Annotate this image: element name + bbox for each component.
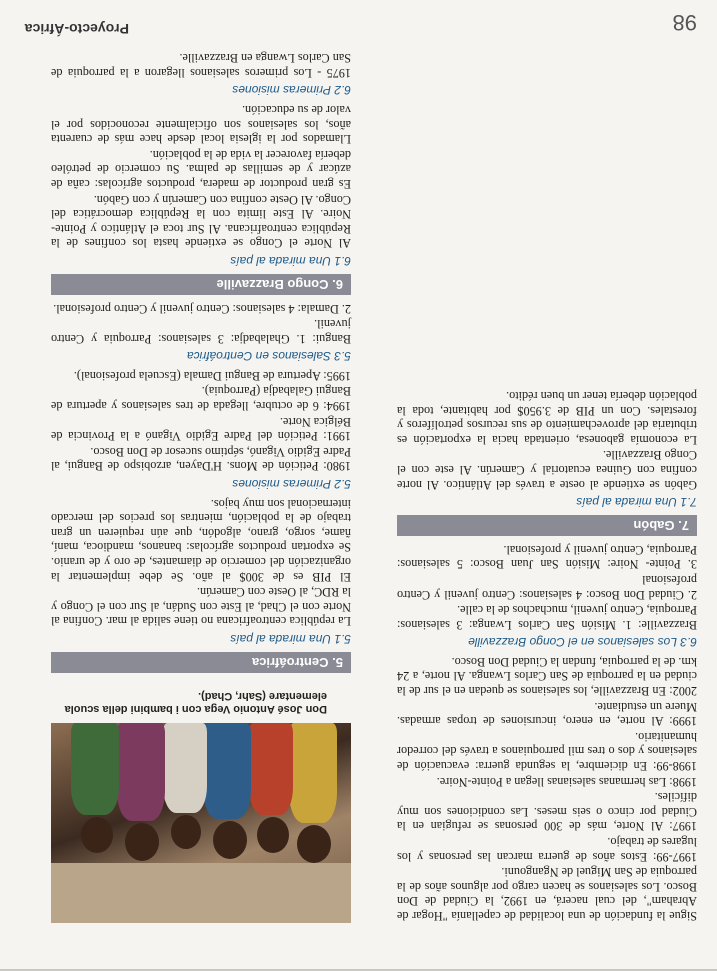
- paragraph: 3. Pointe- Noire: Misión San Juan Bosco: 5 salesianos: Parroquia, Centro juvenil y profesional.: [397, 542, 697, 572]
- subsection-heading: 5.1 Una mirada al país: [230, 632, 351, 646]
- photo-figure: [71, 723, 119, 815]
- photo-figure: [257, 817, 289, 853]
- subsection-heading: 6.1 Una mirada al país: [230, 253, 351, 268]
- photo-caption: Don José Antonio Vega con i bambini della scuola elementare (Sahr, Chad).: [64, 690, 327, 715]
- paragraph: Gabón se extiende al oeste a través del Atlántico. Al norte confina con Guinea ecuatorial y Camerún. Al este con el Congo Brazzaville.: [397, 448, 697, 492]
- photo-figure: [289, 723, 337, 823]
- column-left: [397, 387, 697, 923]
- photo-figure: [125, 823, 159, 861]
- photo-figure: [163, 723, 207, 813]
- paragraph: 1998-99: En diciembre, la segunda guerra: evacuación de salesianos y dos o tres mil parroquianos a través del corredor humanitario.: [397, 729, 697, 774]
- photo-figure: [213, 821, 247, 859]
- paragraph: 1997: Al Norte, más de 300 personas se refugian en la Ciudad por cinco o seis meses. Las condiciones son muy difíciles.: [397, 790, 697, 834]
- paragraph: 1975 - Los primeros salesianos llegaron a la parroquia de San Carlos Lwanga en Brazzaville.: [51, 51, 351, 80]
- paragraph: Brazzaville: 1. Misión San Carlos Lwanga: 3 salesianos: Parroquia, Centro juvenil, muchachos de la calle.: [397, 603, 697, 632]
- section-heading: 5. Centroáfrica: [51, 652, 351, 673]
- photo-figure: [81, 817, 113, 853]
- section-heading: 6. Congo Brazzaville: [51, 274, 351, 295]
- photo-figure: [249, 723, 293, 815]
- running-header: Proyecto-África: [24, 21, 129, 37]
- paragraph: Bangui: 1. Ghalabadja: 3 salesianos: Parroquia y Centro juvenil.: [51, 317, 351, 346]
- column-right: [51, 50, 351, 679]
- paragraph: 1995: Apertura de Bangui Damala (Escuela profesional).: [73, 368, 351, 383]
- photo-figure: [297, 825, 331, 863]
- paragraph: 1994: 6 de octubre, llegada de tres salesianos y apertura de Bangui Galabadja (Parroquia).: [51, 384, 351, 414]
- subsection-heading: 6.3 Los salesianos en el Congo Brazzaville: [468, 635, 697, 650]
- subsection-heading: 5.3 Salesianos en Centroáfrica: [186, 349, 351, 364]
- photo-ground: [51, 863, 351, 923]
- page-number: 98: [672, 10, 697, 35]
- paragraph: 2002: En Brazzaville, los salesianos se quedan en el sur de la ciudad en la parroquia de San Carlos Lwanga. Al norte, a 24 km. de la parroquia, fundan la Ciudad Don Bosco.: [397, 654, 697, 699]
- paragraph: 1997-99: Estos años de guerra marcan las personas y los lugares de trabajo.: [397, 835, 697, 864]
- photo-children: [51, 723, 351, 923]
- paragraph: 2. Ciudad Don Bosco: 4 salesianos: Centro juvenil y Centro profesional: [397, 572, 697, 602]
- paragraph: El PIB es de 300$ al año. Se debe implementar la organización del comercio de diamantes, de oro y de uranio. Se exportan productos agrícolas: bananos, mandioca, maní, ñame, sorgo, grano, algodón, que aún requieren un gran trabajo de la población, mientras los precios del mercado internacional son muy bajos.: [51, 496, 351, 584]
- photo-figure: [203, 723, 251, 819]
- paragraph: Sigue la fundación de una localidad de capellanía "Hogar de Abraham", del cual nacerá, en 1992, la Ciudad de Don Bosco. Los salesianos se hacen cargo por algunos años de la parroquia de San Miguel de Ngangouni.: [397, 865, 697, 923]
- paragraph: 1999: Al norte, en enero, incursiones de tropas armadas. Muere un estudiante.: [397, 699, 697, 729]
- paragraph: Al Norte el Congo se extiende hasta los confines de la República centroafricana. Al Sur toca el Atlántico y Pointe-Noire. Al Este limita con la República democrática del Congo. Al Oeste confina con Camerún y con Gabón.: [51, 192, 351, 251]
- subsection-heading: 7.1 Una mirada al país: [576, 495, 697, 510]
- photo-figure: [117, 723, 165, 821]
- paragraph: Es gran productor de madera, productos agrícolas: caña de azúcar y de semillas de palma. Su comercio de petróleo debería favorecer la vida de la población.: [51, 147, 351, 191]
- paragraph: 2. Damala: 4 salesianos: Centro juvenil y Centro profesional.: [53, 301, 351, 316]
- subsection-heading: 6.2 Primeras misiones: [232, 83, 351, 98]
- subsection-heading: 5.2 Primeras misiones: [232, 477, 351, 492]
- section-heading: 7. Gabón: [397, 515, 697, 536]
- paragraph: La economía gabonesa, orientada hacia la exportación es tributaria del aprovechamiento de sus recursos petrolíferos y forestales. Con un PIB de 3.950$ por habitante, toda la población debería tener un buen rédito.: [397, 389, 697, 447]
- photo-figure: [171, 815, 201, 849]
- paragraph: 1980: Petición de Mons. H'Dayen, arzobispo de Bangui, al Padre Egidio Viganó, séptimo sucesor de Don Bosco.: [51, 444, 351, 474]
- paragraph: 1991: Petición del Padre Egidio Viganó a la Provincia de Bélgica Norte.: [51, 414, 351, 444]
- paragraph: Llamados por la iglesia local desde hace más de cuarenta años, los salesianos son oficialmente reconocidos por el valor de su educación.: [51, 103, 351, 147]
- paragraph: La república centroafricana no tiene salida al mar. Confina al Norte con el Chad, al Este con Sudán, al Sur con el Congo y la RDC, al Oeste con Camerún.: [51, 585, 351, 629]
- paragraph: 1998: Las hermanas salesianas llegan a Pointe-Noire.: [436, 774, 697, 789]
